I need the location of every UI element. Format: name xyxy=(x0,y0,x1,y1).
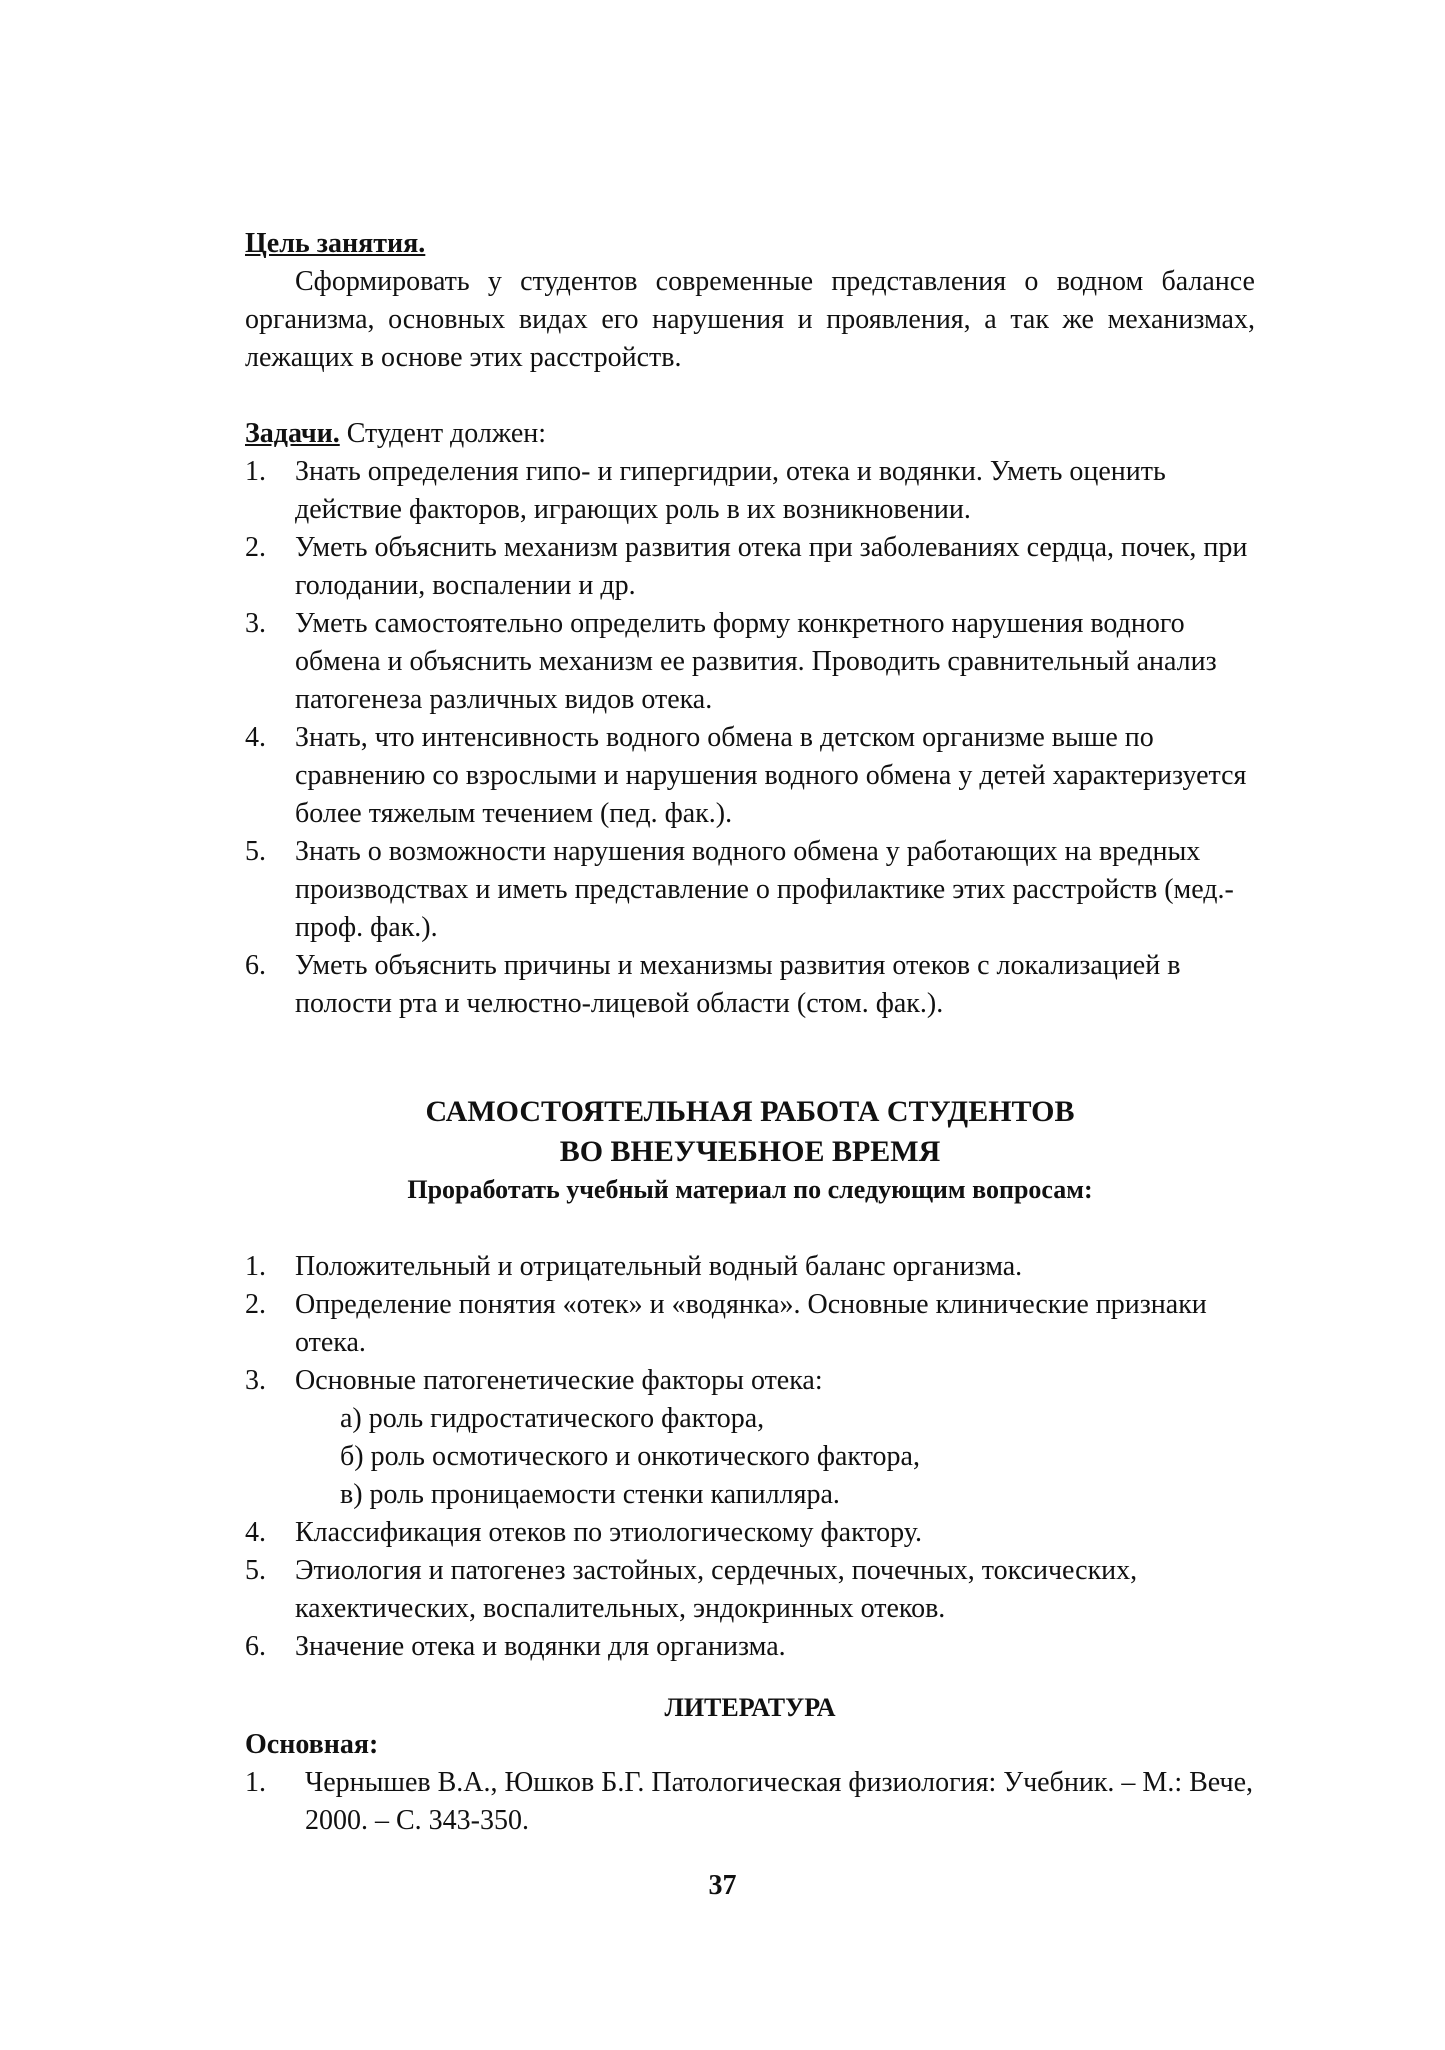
selfwork-heading-line2: ВО ВНЕУЧЕБНОЕ ВРЕМЯ xyxy=(559,1135,941,1168)
item-text: Чернышев В.А., Юшков Б.Г. Патологическая физиология: Учебник. – М.: Вече, 2000. – С. 343-350. xyxy=(305,1767,1254,1836)
literature-section xyxy=(245,1690,1255,1840)
item-number: 1. xyxy=(245,1251,266,1282)
list-item xyxy=(245,1362,1255,1400)
literature-heading: ЛИТЕРАТУРА xyxy=(664,1693,836,1722)
item-number: 4. xyxy=(245,722,266,753)
item-text: Уметь объяснить причины и механизмы развития отеков с локализацией в полости рта и челюстно-лицевой области (стом. фак.). xyxy=(295,950,1181,1019)
item-text: Положительный и отрицательный водный баланс организма. xyxy=(295,1251,1023,1282)
factors-sublist xyxy=(245,1400,1255,1514)
item-number: 3. xyxy=(245,608,266,639)
item-number: 3. xyxy=(245,1365,266,1396)
selfwork-list xyxy=(245,1248,1255,1400)
tasks-list xyxy=(245,453,1255,1023)
item-number: 5. xyxy=(245,1555,266,1586)
sublist-item: б) роль осмотического и онкотического фактора, xyxy=(340,1441,920,1472)
item-number: 2. xyxy=(245,1289,266,1320)
list-item xyxy=(245,1764,1255,1840)
tasks-section xyxy=(245,415,1255,1023)
list-item xyxy=(245,947,1255,1023)
selfwork-heading-line1: САМОСТОЯТЕЛЬНАЯ РАБОТА СТУДЕНТОВ xyxy=(425,1095,1075,1128)
selfwork-list-cont xyxy=(245,1514,1255,1666)
tasks-header xyxy=(245,415,1255,453)
item-number: 2. xyxy=(245,532,266,563)
list-item xyxy=(245,453,1255,529)
item-number: 4. xyxy=(245,1517,266,1548)
item-text: Основные патогенетические факторы отека: xyxy=(295,1365,823,1396)
list-item xyxy=(245,1628,1255,1666)
list-item xyxy=(245,605,1255,719)
selfwork-subheading: Проработать учебный материал по следующим вопросам: xyxy=(407,1175,1093,1204)
goal-title: Цель занятия. xyxy=(245,228,426,259)
item-number: 1. xyxy=(245,1767,266,1798)
sublist-item: в) роль проницаемости стенки капилляра. xyxy=(340,1479,840,1510)
item-text: Этиология и патогенез застойных, сердечных, почечных, токсических, кахектических, воспалительных, эндокринных отеков. xyxy=(295,1555,1138,1624)
list-item xyxy=(245,1286,1255,1362)
literature-main-label: Основная: xyxy=(245,1729,379,1760)
item-number: 5. xyxy=(245,836,266,867)
page-number: 37 xyxy=(708,1870,737,1901)
item-text: Знать определения гипо- и гипергидрии, отека и водянки. Уметь оценить действие факторов, играющих роль в их возникновении. xyxy=(295,456,1166,525)
item-text: Знать, что интенсивность водного обмена в детском организме выше по сравнению со взрослыми и нарушения водного обмена у детей характеризуется более тяжелым течением (пед. фак.). xyxy=(295,722,1247,829)
selfwork-heading xyxy=(245,1092,1255,1208)
item-text: Определение понятия «отек» и «водянка». Основные клинические признаки отека. xyxy=(295,1289,1207,1358)
tasks-intro: Студент должен: xyxy=(346,418,547,449)
list-item xyxy=(245,1248,1255,1286)
list-item xyxy=(245,833,1255,947)
sublist-item: а) роль гидростатического фактора, xyxy=(340,1403,765,1434)
goal-section xyxy=(245,225,1255,377)
item-text: Уметь объяснить механизм развития отека при заболеваниях сердца, почек, при голодании, воспалении и др. xyxy=(295,532,1248,601)
item-text: Значение отека и водянки для организма. xyxy=(295,1631,786,1662)
item-text: Уметь самостоятельно определить форму конкретного нарушения водного обмена и объяснить механизм ее развития. Проводить сравнительный анализ патогенеза различных видов отека. xyxy=(295,608,1217,715)
list-item xyxy=(245,719,1255,833)
item-text: Классификация отеков по этиологическому фактору. xyxy=(295,1517,922,1548)
list-item xyxy=(245,529,1255,605)
tasks-title: Задачи. xyxy=(245,418,340,449)
item-text: Знать о возможности нарушения водного обмена у работающих на вредных производствах и иметь представление о профилактике этих расстройств (мед.-проф. фак.). xyxy=(295,836,1234,943)
list-item xyxy=(245,1514,1255,1552)
item-number: 6. xyxy=(245,1631,266,1662)
goal-text: Сформировать у студентов современные представления о водном балансе организма, основных видах его нарушения и проявления, а так же механизмах, лежащих в основе этих расстройств. xyxy=(245,266,1255,373)
item-number: 6. xyxy=(245,950,266,981)
selfwork-section xyxy=(245,1248,1255,1666)
list-item xyxy=(245,1552,1255,1628)
literature-list xyxy=(245,1764,1255,1840)
item-number: 1. xyxy=(245,456,266,487)
